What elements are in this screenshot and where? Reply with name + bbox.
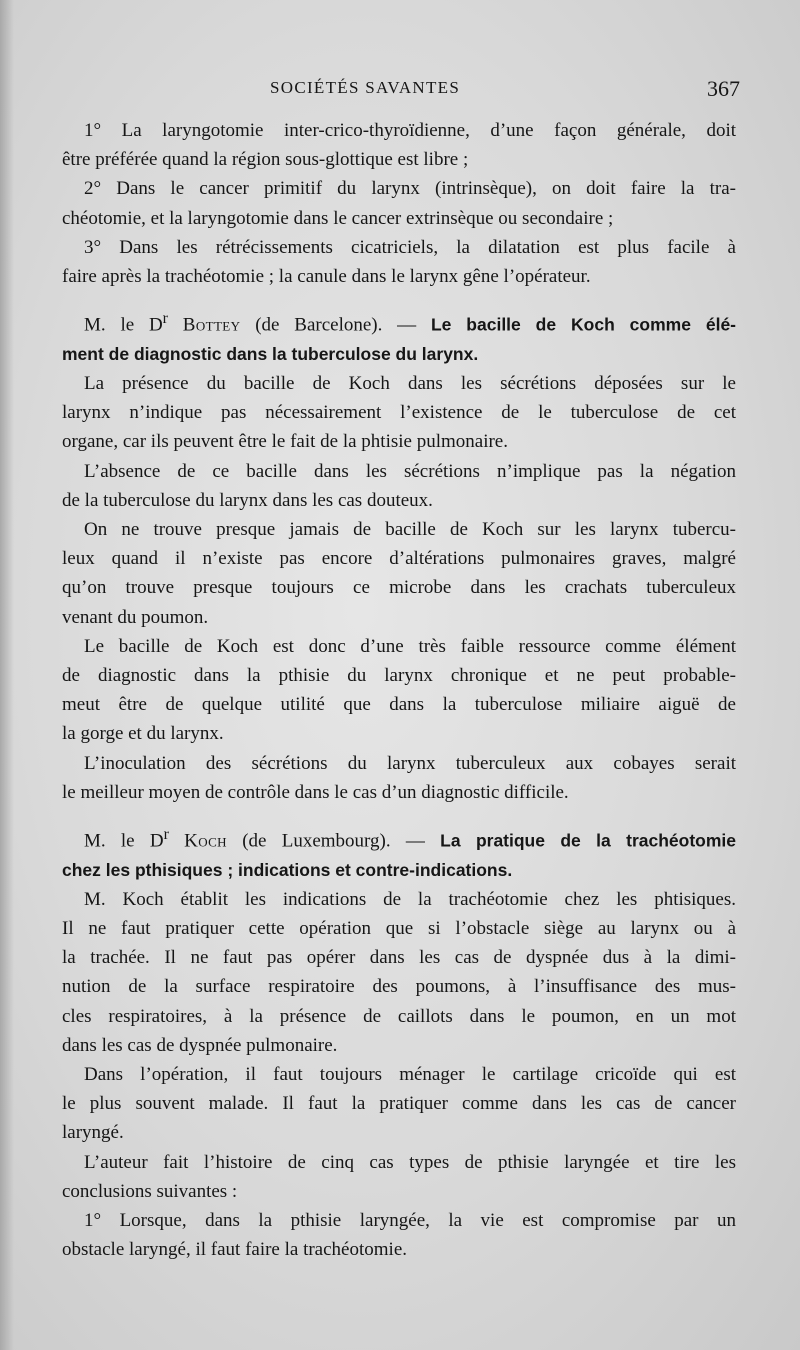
text-line: qu’on trouve presque toujours ce microbe dans les crachats tuberculeux (62, 577, 736, 599)
page-number: 367 (707, 76, 740, 101)
text-line: leux quand il n’existe pas encore d’altérations pulmonaires graves, malgré (62, 548, 736, 570)
text-line: L’inoculation des sécrétions du larynx tuberculeux aux cobayes serait (84, 752, 736, 774)
section-heading-cont (62, 856, 736, 885)
text-line: dans les cas de dyspnée pulmonaire. (62, 1034, 338, 1056)
text-line: 2° Dans le cancer primitif du larynx (intrinsèque), on doit faire la tra- (84, 178, 736, 200)
text-line: Dans l’opération, il faut toujours ménager le cartilage cricoïde qui est (84, 1063, 736, 1085)
page-header (50, 76, 740, 102)
running-head: SOCIÉTÉS SAVANTES (270, 78, 461, 97)
text-line: L’auteur fait l’histoire de cinq cas types de pthisie laryngée et tire les (84, 1151, 736, 1173)
page-edge-shadow (0, 0, 14, 1350)
section-heading (62, 304, 736, 340)
section-heading-cont (62, 340, 736, 369)
text-line: M. Koch établit les indications de la trachéotomie chez les phtisiques. (84, 888, 736, 910)
text-line: larynx n’indique pas nécessairement l’existence de le tuberculose de cet (62, 402, 736, 424)
text-line: de la tuberculose du larynx dans les cas douteux. (62, 489, 433, 511)
heading-title: chez les pthisiques ; indications et contre-indications. (62, 859, 513, 880)
text-line: être préférée quand la région sous-glottique est libre ; (62, 149, 469, 171)
text-line: organe, car ils peuvent être le fait de la phtisie pulmonaire. (62, 431, 508, 453)
text-line: L’absence de ce bacille dans les sécrétions n’implique pas la négation (84, 460, 736, 482)
text-line: Le bacille de Koch est donc d’une très faible ressource comme élément (84, 635, 736, 657)
heading-prefix: M. le D (84, 314, 163, 336)
text-line: nution de la surface respiratoire des poumons, à l’insuffisance des mus- (62, 976, 736, 998)
text-line: On ne trouve presque jamais de bacille de Koch sur les larynx tubercu- (84, 518, 736, 540)
text-line: cles respiratoires, à la présence de caillots dans le poumon, en un mot (62, 1005, 736, 1027)
heading-prefix: M. le D (84, 830, 164, 852)
heading-title: ment de diagnostic dans la tuberculose du larynx. (62, 343, 479, 364)
heading-title: La pratique de la trachéotomie (440, 830, 737, 851)
body-text (62, 116, 736, 1264)
section-gap (62, 291, 736, 304)
text-line: chéotomie, et la laryngotomie dans le cancer extrinsèque ou secondaire ; (62, 207, 614, 229)
author-location: (de Barcelone). — (255, 314, 417, 336)
text-line: le plus souvent malade. Il faut la pratiquer comme dans les cas de cancer (62, 1093, 736, 1115)
heading-title: Le bacille de Koch comme élé- (430, 314, 736, 335)
text-line: faire après la trachéotomie ; la canule dans le larynx gêne l’opérateur. (62, 266, 591, 288)
heading-sup: r (162, 310, 168, 328)
text-line: la gorge et du larynx. (62, 723, 224, 745)
text-line: de diagnostic dans la pthisie du larynx chronique et ne peut probable- (62, 664, 736, 686)
author-name: Bottey (182, 314, 241, 336)
author-location: (de Luxembourg). — (242, 830, 425, 852)
section-heading (62, 820, 736, 856)
text-line: laryngé. (62, 1122, 124, 1144)
text-line: 3° Dans les rétrécissements cicatriciels, la dilatation est plus facile à (84, 236, 736, 258)
author-name: Koch (184, 830, 227, 852)
text-line: conclusions suivantes : (62, 1180, 238, 1202)
heading-sup: r (163, 826, 169, 843)
text-line: la trachée. Il ne faut pas opérer dans les cas de dyspnée dus à la dimi- (62, 947, 736, 969)
text-line: 1° Lorsque, dans la pthisie laryngée, la vie est compromise par un (84, 1209, 736, 1231)
text-line: meut être de quelque utilité que dans la tuberculose miliaire aiguë de (62, 694, 736, 716)
text-line: le meilleur moyen de contrôle dans le cas d’un diagnostic difficile. (62, 781, 569, 803)
section-gap (62, 807, 736, 820)
text-line: La présence du bacille de Koch dans les sécrétions déposées sur le (84, 372, 736, 394)
text-line: venant du poumon. (62, 606, 209, 628)
text-line: obstacle laryngé, il faut faire la trachéotomie. (62, 1239, 408, 1261)
text-line: Il ne faut pratiquer cette opération que si l’obstacle siège au larynx ou à (62, 917, 736, 939)
text-line: 1° La laryngotomie inter-crico-thyroïdienne, d’une façon générale, doit (84, 120, 736, 141)
